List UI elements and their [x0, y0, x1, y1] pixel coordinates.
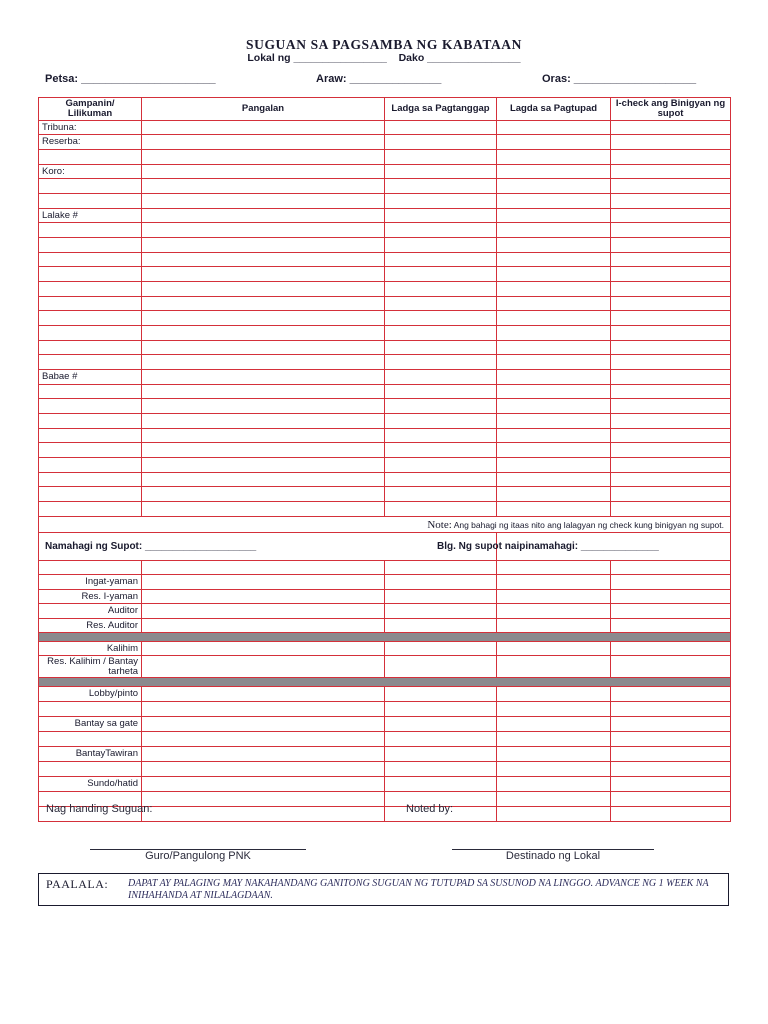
- sign-cell[interactable]: [385, 165, 497, 179]
- sign-cell[interactable]: [497, 311, 611, 326]
- table-row: [39, 777, 731, 792]
- name-cell[interactable]: [142, 561, 385, 575]
- section-divider: [39, 633, 731, 642]
- name-cell[interactable]: [142, 443, 385, 458]
- name-cell[interactable]: [142, 717, 385, 732]
- sign-cell[interactable]: [385, 121, 497, 135]
- name-cell[interactable]: [142, 590, 385, 604]
- check-cell[interactable]: [611, 326, 731, 341]
- sign-cell[interactable]: [497, 702, 611, 717]
- check-cell[interactable]: [611, 311, 731, 326]
- sign-cell[interactable]: [385, 150, 497, 165]
- section-divider: [39, 678, 731, 687]
- table-row: [39, 165, 731, 179]
- name-cell[interactable]: [142, 165, 385, 179]
- sign-cell[interactable]: [385, 443, 497, 458]
- name-cell[interactable]: [142, 604, 385, 619]
- table-row: [39, 762, 731, 777]
- table-row: [39, 370, 731, 385]
- sign-cell[interactable]: [385, 223, 497, 238]
- sign-cell[interactable]: [497, 209, 611, 223]
- role-label-lalake: Lalake #: [39, 209, 142, 223]
- sign-cell[interactable]: [385, 717, 497, 732]
- name-cell[interactable]: [142, 297, 385, 311]
- araw-field[interactable]: Araw: _______________: [316, 73, 442, 85]
- table-row: [39, 150, 731, 165]
- col-header-gampanin: Gampanin/ Lilikuman: [39, 98, 142, 121]
- sign-cell[interactable]: [497, 619, 611, 633]
- table-row: [39, 282, 731, 297]
- role-cell: [39, 702, 142, 717]
- name-cell[interactable]: [142, 179, 385, 194]
- table-row: [39, 355, 731, 370]
- sign-cell[interactable]: [497, 443, 611, 458]
- name-cell[interactable]: [142, 656, 385, 678]
- table-row: [39, 121, 731, 135]
- role-label-kalihim: Kalihim: [39, 642, 142, 656]
- table-row: [39, 267, 731, 282]
- sign-cell[interactable]: [497, 777, 611, 792]
- check-cell[interactable]: [611, 590, 731, 604]
- table-row: [39, 341, 731, 355]
- role-cell: [39, 473, 142, 487]
- sign-cell[interactable]: [497, 165, 611, 179]
- name-cell[interactable]: [142, 487, 385, 502]
- sign-cell[interactable]: [385, 311, 497, 326]
- sign-cell[interactable]: [497, 253, 611, 267]
- name-cell[interactable]: [142, 121, 385, 135]
- sign-cell[interactable]: [497, 762, 611, 777]
- divider-cell: [39, 633, 731, 642]
- check-cell[interactable]: [611, 179, 731, 194]
- table-row: [39, 732, 731, 747]
- sign-cell[interactable]: [385, 135, 497, 150]
- sign-cell[interactable]: [385, 399, 497, 414]
- role-cell: [39, 311, 142, 326]
- sign-cell[interactable]: [385, 194, 497, 209]
- check-cell[interactable]: [611, 355, 731, 370]
- col-header-icheck-supot: I-check ang Binigyan ng supot: [611, 98, 731, 121]
- col-header-lagda-pagtupad: Lagda sa Pagtupad: [497, 98, 611, 121]
- name-cell[interactable]: [142, 502, 385, 517]
- name-cell[interactable]: [142, 341, 385, 355]
- role-cell: [39, 561, 142, 575]
- sign-cell[interactable]: [385, 385, 497, 399]
- role-label-sundo-hatid: Sundo/hatid: [39, 777, 142, 792]
- sign-cell[interactable]: [385, 297, 497, 311]
- table-row: [39, 253, 731, 267]
- divider-cell: [39, 678, 731, 687]
- table-row: [39, 194, 731, 209]
- check-cell[interactable]: [611, 458, 731, 473]
- check-cell[interactable]: [611, 414, 731, 429]
- name-cell[interactable]: [142, 150, 385, 165]
- sign-cell[interactable]: [497, 473, 611, 487]
- noted-by-label: Noted by:: [406, 803, 454, 815]
- sign-cell[interactable]: [497, 429, 611, 443]
- role-cell: [39, 385, 142, 399]
- form-title: SUGUAN SA PAGSAMBA NG KABATAAN: [245, 37, 523, 52]
- role-label-koro: Koro:: [39, 165, 142, 179]
- table-row: [39, 223, 731, 238]
- sign-cell[interactable]: [497, 732, 611, 747]
- table-row: [39, 385, 731, 399]
- role-label-res-kalihim: Res. Kalihim / Bantay tarheta: [39, 656, 142, 678]
- sign-cell[interactable]: [497, 121, 611, 135]
- check-cell[interactable]: [611, 777, 731, 792]
- role-cell: [39, 297, 142, 311]
- sign-cell[interactable]: [385, 702, 497, 717]
- sign-cell[interactable]: [497, 458, 611, 473]
- name-cell[interactable]: [142, 135, 385, 150]
- note-cell: [39, 517, 731, 533]
- name-cell[interactable]: [142, 370, 385, 385]
- table-row: [39, 473, 731, 487]
- sign-cell[interactable]: [385, 687, 497, 702]
- name-cell[interactable]: [142, 792, 385, 807]
- name-cell[interactable]: [142, 619, 385, 633]
- role-cell: [39, 150, 142, 165]
- check-cell[interactable]: [611, 604, 731, 619]
- name-cell[interactable]: [142, 311, 385, 326]
- sign-cell[interactable]: [385, 619, 497, 633]
- sign-cell[interactable]: [497, 194, 611, 209]
- name-cell[interactable]: [142, 385, 385, 399]
- sign-cell[interactable]: [497, 561, 611, 575]
- name-cell[interactable]: [142, 238, 385, 253]
- check-cell[interactable]: [611, 194, 731, 209]
- petsa-field[interactable]: Petsa: ______________________: [45, 73, 216, 85]
- role-label-auditor: Auditor: [39, 604, 142, 619]
- sign-cell[interactable]: [497, 590, 611, 604]
- name-cell[interactable]: [142, 209, 385, 223]
- check-cell[interactable]: [611, 135, 731, 150]
- paalala-text: DAPAT AY PALAGING MAY NAKAHANDANG GANITONG SUGUAN NG TUTUPAD SA SUSUNOD NA LINGGO. ADVANCE NG 1 WEEK NA INIHAHANDA AT NILALAGDAAN.: [128, 878, 709, 901]
- sign-cell[interactable]: [497, 747, 611, 762]
- role-label-bantay-tawiran: BantayTawiran: [39, 747, 142, 762]
- name-cell[interactable]: [142, 575, 385, 590]
- name-cell[interactable]: [142, 473, 385, 487]
- name-cell[interactable]: [142, 355, 385, 370]
- table-row: [39, 575, 731, 590]
- sign-cell[interactable]: [385, 326, 497, 341]
- table-row: [39, 590, 731, 604]
- table-row: [39, 399, 731, 414]
- sign-cell[interactable]: [497, 297, 611, 311]
- table-row: [39, 604, 731, 619]
- role-cell: [39, 399, 142, 414]
- sign-cell[interactable]: [497, 792, 611, 807]
- lokal-field[interactable]: Lokal ng ________________: [247, 52, 387, 64]
- check-cell[interactable]: [611, 238, 731, 253]
- sign-cell[interactable]: [497, 355, 611, 370]
- sign-cell[interactable]: [497, 385, 611, 399]
- name-cell[interactable]: [142, 267, 385, 282]
- sign-cell[interactable]: [385, 355, 497, 370]
- role-cell: [39, 443, 142, 458]
- role-cell: [39, 282, 142, 297]
- name-cell[interactable]: [142, 642, 385, 656]
- namahagi-field[interactable]: Namahagi ng Supot: ____________________: [39, 533, 497, 561]
- check-cell[interactable]: [611, 487, 731, 502]
- role-cell: [39, 429, 142, 443]
- role-cell: [39, 179, 142, 194]
- sign-cell[interactable]: [385, 179, 497, 194]
- paalala-label: PAALALA:: [46, 877, 109, 891]
- name-cell[interactable]: [142, 194, 385, 209]
- role-label-bantay-gate: Bantay sa gate: [39, 717, 142, 732]
- sign-cell[interactable]: [385, 656, 497, 678]
- sign-cell[interactable]: [385, 561, 497, 575]
- sign-cell[interactable]: [385, 762, 497, 777]
- sign-cell[interactable]: [385, 238, 497, 253]
- check-cell[interactable]: [611, 282, 731, 297]
- table-row: [39, 135, 731, 150]
- sign-cell[interactable]: [385, 458, 497, 473]
- dako-field[interactable]: Dako ________________: [398, 52, 521, 64]
- sign-cell[interactable]: [385, 642, 497, 656]
- sign-cell[interactable]: [385, 777, 497, 792]
- name-cell[interactable]: [142, 223, 385, 238]
- sign-cell[interactable]: [497, 575, 611, 590]
- sign-cell[interactable]: [497, 267, 611, 282]
- sign-cell[interactable]: [497, 135, 611, 150]
- table-row: [39, 179, 731, 194]
- check-cell[interactable]: [611, 807, 731, 822]
- name-cell[interactable]: [142, 702, 385, 717]
- sign-cell[interactable]: [497, 238, 611, 253]
- check-cell[interactable]: [611, 297, 731, 311]
- supot-row: [39, 533, 731, 561]
- name-cell[interactable]: [142, 762, 385, 777]
- sign-cell[interactable]: [497, 807, 611, 822]
- check-cell[interactable]: [611, 762, 731, 777]
- role-label-res-iyaman: Res. I-yaman: [39, 590, 142, 604]
- name-cell[interactable]: [142, 777, 385, 792]
- name-cell[interactable]: [142, 414, 385, 429]
- name-cell[interactable]: [142, 458, 385, 473]
- check-cell[interactable]: [611, 429, 731, 443]
- suguan-table: [38, 97, 731, 822]
- sign-cell[interactable]: [497, 502, 611, 517]
- table-row: [39, 458, 731, 473]
- role-cell: [39, 326, 142, 341]
- paalala-box: [38, 873, 729, 906]
- name-cell[interactable]: [142, 282, 385, 297]
- name-cell[interactable]: [142, 732, 385, 747]
- note-row: [39, 517, 731, 533]
- prepared-by-label: Nag handing Suguan:: [46, 803, 153, 815]
- name-cell[interactable]: [142, 747, 385, 762]
- role-label-lobby: Lobby/pinto: [39, 687, 142, 702]
- role-cell: [39, 458, 142, 473]
- sign-cell[interactable]: [497, 717, 611, 732]
- table-row: [39, 209, 731, 223]
- role-cell: [39, 267, 142, 282]
- table-row: [39, 414, 731, 429]
- check-cell[interactable]: [611, 747, 731, 762]
- sign-cell[interactable]: [385, 282, 497, 297]
- role-label-ingat-yaman: Ingat-yaman: [39, 575, 142, 590]
- name-cell[interactable]: [142, 429, 385, 443]
- table-row: [39, 311, 731, 326]
- check-cell[interactable]: [611, 267, 731, 282]
- sign-cell[interactable]: [385, 209, 497, 223]
- role-cell: [39, 355, 142, 370]
- table-header-row: [39, 98, 731, 121]
- table-row: [39, 502, 731, 517]
- role-label-babae: Babae #: [39, 370, 142, 385]
- check-cell[interactable]: [611, 717, 731, 732]
- sign-cell[interactable]: [385, 267, 497, 282]
- check-cell[interactable]: [611, 165, 731, 179]
- sign-cell[interactable]: [497, 179, 611, 194]
- sign-cell[interactable]: [497, 282, 611, 297]
- check-cell[interactable]: [611, 150, 731, 165]
- sign-cell[interactable]: [385, 575, 497, 590]
- check-cell[interactable]: [611, 656, 731, 678]
- check-cell[interactable]: [611, 385, 731, 399]
- role-cell: [39, 732, 142, 747]
- note-label: Note:: [427, 518, 452, 531]
- sign-cell[interactable]: [497, 326, 611, 341]
- check-cell[interactable]: [611, 619, 731, 633]
- sign-cell[interactable]: [385, 341, 497, 355]
- sign-cell[interactable]: [497, 604, 611, 619]
- check-cell[interactable]: [611, 502, 731, 517]
- table-row: [39, 619, 731, 633]
- table-row: [39, 687, 731, 702]
- role-label-res-auditor: Res. Auditor: [39, 619, 142, 633]
- table-row: [39, 443, 731, 458]
- sign-cell[interactable]: [497, 223, 611, 238]
- role-cell: [39, 502, 142, 517]
- blg-supot-field[interactable]: Blg. Ng supot naipinamahagi: ______________: [497, 533, 731, 561]
- role-cell: [39, 762, 142, 777]
- sign-cell[interactable]: [385, 473, 497, 487]
- role-cell: [39, 194, 142, 209]
- sign-cell[interactable]: [497, 414, 611, 429]
- sign-cell[interactable]: [385, 747, 497, 762]
- check-cell[interactable]: [611, 399, 731, 414]
- role-cell: [39, 487, 142, 502]
- role-cell: [39, 223, 142, 238]
- role-label-tribuna: Tribuna:: [39, 121, 142, 135]
- name-cell[interactable]: [142, 687, 385, 702]
- role-cell: [39, 253, 142, 267]
- col-header-ladga-pagtanggap: Ladga sa Pagtanggap: [385, 98, 497, 121]
- note-text: Ang bahagi ng itaas nito ang lalagyan ng check kung binigyan ng supot.: [453, 519, 724, 530]
- table-row: [39, 717, 731, 732]
- check-cell[interactable]: [611, 253, 731, 267]
- lokal-dako-line: [0, 52, 768, 64]
- role-cell: [39, 238, 142, 253]
- table-row: [39, 238, 731, 253]
- sign-cell[interactable]: [385, 604, 497, 619]
- check-cell[interactable]: [611, 575, 731, 590]
- sign-cell[interactable]: [385, 502, 497, 517]
- table-row: [39, 487, 731, 502]
- name-cell[interactable]: [142, 807, 385, 822]
- table-row: [39, 656, 731, 678]
- signature-caption-destinado: Destinado ng Lokal: [505, 850, 601, 862]
- check-cell[interactable]: [611, 642, 731, 656]
- oras-field[interactable]: Oras: ____________________: [542, 73, 697, 85]
- name-cell[interactable]: [142, 326, 385, 341]
- table-row: [39, 297, 731, 311]
- sign-cell[interactable]: [385, 429, 497, 443]
- role-cell: [39, 414, 142, 429]
- sign-cell[interactable]: [385, 590, 497, 604]
- check-cell[interactable]: [611, 121, 731, 135]
- name-cell[interactable]: [142, 399, 385, 414]
- check-cell[interactable]: [611, 341, 731, 355]
- role-label-reserba: Reserba:: [39, 135, 142, 150]
- sign-cell[interactable]: [497, 150, 611, 165]
- check-cell[interactable]: [611, 473, 731, 487]
- check-cell[interactable]: [611, 561, 731, 575]
- sign-cell[interactable]: [385, 414, 497, 429]
- sign-cell[interactable]: [497, 687, 611, 702]
- sign-cell[interactable]: [385, 732, 497, 747]
- check-cell[interactable]: [611, 792, 731, 807]
- col-header-pangalan: Pangalan: [142, 98, 385, 121]
- sign-cell[interactable]: [385, 370, 497, 385]
- sign-cell[interactable]: [385, 253, 497, 267]
- name-cell[interactable]: [142, 253, 385, 267]
- table-row: [39, 642, 731, 656]
- sign-cell[interactable]: [497, 642, 611, 656]
- check-cell[interactable]: [611, 370, 731, 385]
- check-cell[interactable]: [611, 732, 731, 747]
- table-row: [39, 429, 731, 443]
- table-row: [39, 326, 731, 341]
- table-row: [39, 747, 731, 762]
- check-cell[interactable]: [611, 209, 731, 223]
- role-cell: [39, 341, 142, 355]
- signature-caption-guro: Guro/Pangulong PNK: [145, 850, 251, 862]
- table-row: [39, 561, 731, 575]
- sign-cell[interactable]: [497, 370, 611, 385]
- sign-cell[interactable]: [497, 487, 611, 502]
- sign-cell[interactable]: [497, 341, 611, 355]
- sign-cell[interactable]: [385, 487, 497, 502]
- sign-cell[interactable]: [497, 399, 611, 414]
- check-cell[interactable]: [611, 687, 731, 702]
- sign-cell[interactable]: [497, 656, 611, 678]
- check-cell[interactable]: [611, 702, 731, 717]
- table-row: [39, 702, 731, 717]
- check-cell[interactable]: [611, 443, 731, 458]
- check-cell[interactable]: [611, 223, 731, 238]
